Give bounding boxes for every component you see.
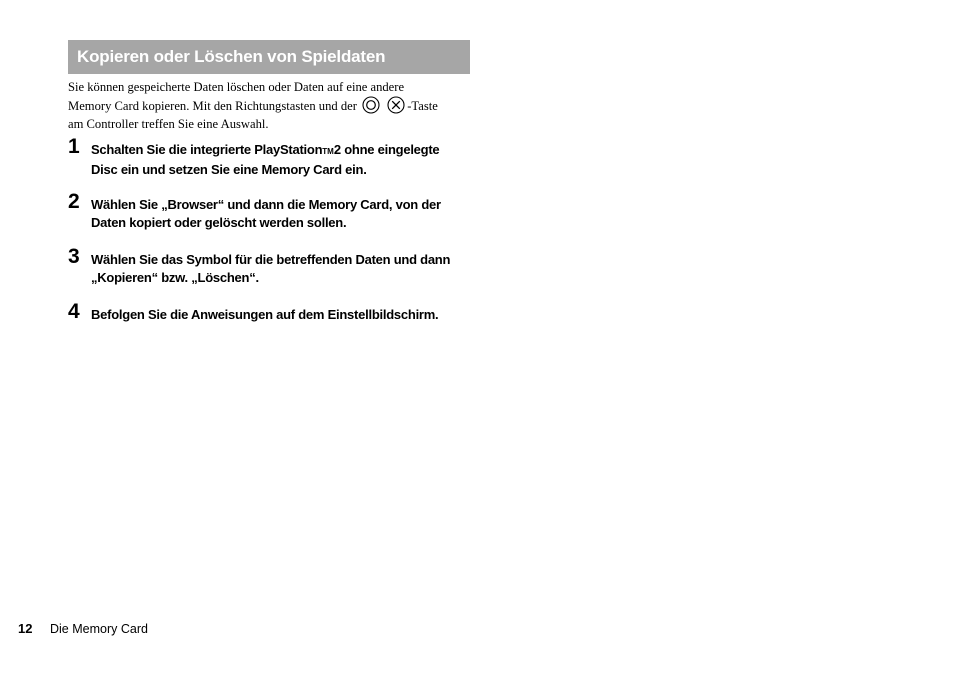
step-line: Disc ein und setzen Sie eine Memory Card ein.: [91, 162, 367, 177]
step-line: Wählen Sie das Symbol für die betreffenden Daten und dann: [91, 252, 451, 267]
step-line: Befolgen Sie die Anweisungen auf dem Einstellbildschirm.: [91, 307, 439, 322]
circle-button-icon: [362, 96, 380, 114]
section-header-bar: [68, 40, 470, 74]
intro-line-2: [68, 96, 472, 115]
step-text: [91, 251, 481, 287]
step-line-text: Schalten Sie die integrierte PlayStation: [91, 142, 323, 157]
step-line: „Kopieren“ bzw. „Löschen“.: [91, 270, 259, 285]
step-number: 4: [68, 300, 80, 323]
intro-line-2-text: Memory Card kopieren. Mit den Richtungstasten und der: [68, 99, 357, 114]
step-text: [91, 196, 481, 232]
intro-line-2-suffix: -Taste: [407, 99, 438, 114]
step-number: 2: [68, 190, 80, 213]
intro-paragraph: [68, 79, 472, 133]
step-number: 3: [68, 245, 80, 268]
step-line-text: 2 ohne eingelegte: [333, 142, 440, 157]
step-line: [91, 141, 481, 161]
step-line: Daten kopiert oder gelöscht werden sollen.: [91, 215, 347, 230]
footer-section-name: Die Memory Card: [50, 622, 148, 636]
step-text: [91, 306, 481, 324]
intro-line-1: Sie können gespeicherte Daten löschen oder Daten auf eine andere: [68, 80, 405, 94]
trademark-mark: TM: [322, 147, 334, 156]
intro-line-3: am Controller treffen Sie eine Auswahl.: [68, 116, 269, 131]
section-title: Kopieren oder Löschen von Spieldaten: [77, 47, 386, 66]
step-text: [91, 141, 481, 179]
page-number: 12: [18, 621, 33, 636]
step-number: 1: [68, 135, 80, 158]
step-line: Wählen Sie „Browser“ und dann die Memory Card, von der: [91, 197, 441, 212]
cross-button-icon: [387, 96, 405, 114]
